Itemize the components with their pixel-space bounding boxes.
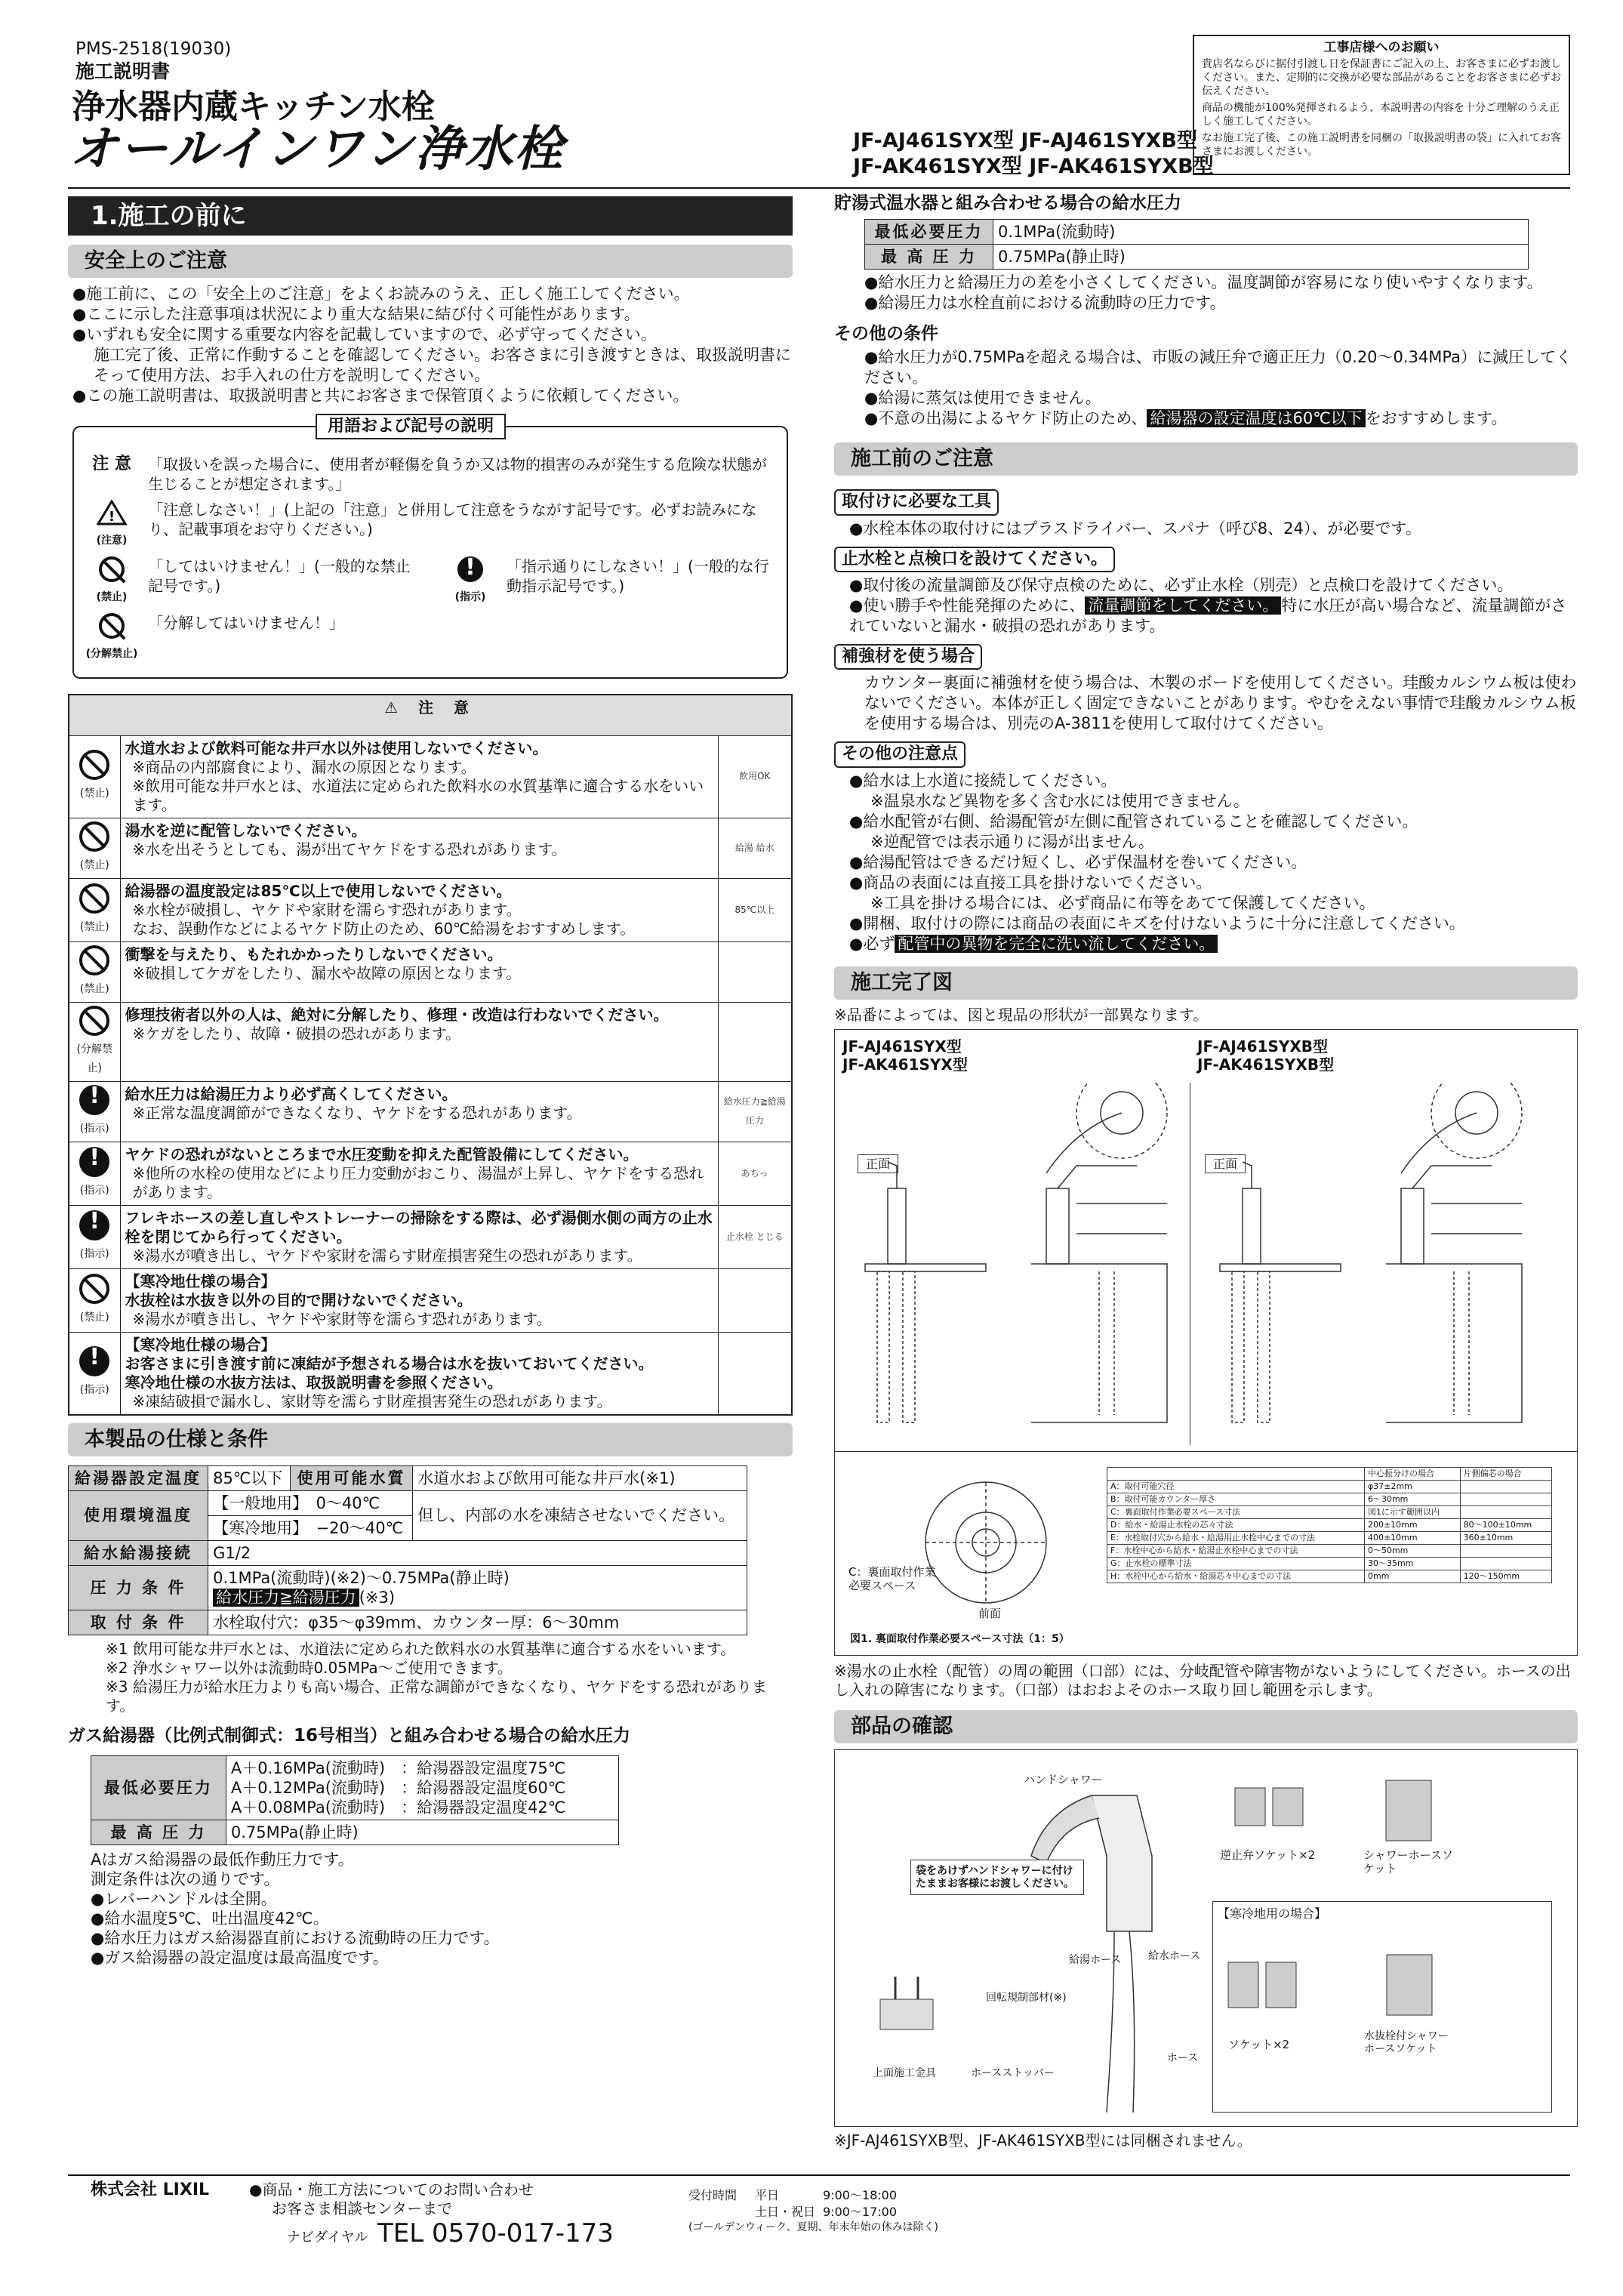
gas-note: Aはガス給湯器の最低作動圧力です。 — [91, 1851, 354, 1869]
socket-drawing — [1221, 1947, 1311, 2030]
right-column — [834, 193, 1578, 2171]
dim-cell: 0～50mm — [1364, 1544, 1460, 1557]
gas-note: ●レバーハンドルは全開。 — [91, 1890, 277, 1909]
company-name: 株式会社 LIXIL — [91, 2180, 210, 2199]
dim-row — [1107, 1493, 1552, 1505]
legend-text: 「指示通りにしなさい！」(一般的な行動指示記号です。) — [507, 557, 769, 595]
dim-cell: 80～100±10mm — [1460, 1518, 1551, 1531]
storage-notes — [834, 273, 1578, 313]
model-line-1: JF-AJ461SYX型 JF-AJ461SYXB型 — [853, 129, 1197, 153]
cold-region-box — [1212, 1901, 1552, 2113]
dim-cell: 図1に示す範囲以内 — [1364, 1505, 1460, 1518]
dim-cell: A：取付可能穴径 — [1107, 1480, 1365, 1493]
document-code: PMS-2518(19030) — [75, 39, 232, 59]
bullet: ●施工前に、この「安全上のご注意」をよくお読みのうえ、正しく施工してください。 — [72, 285, 690, 303]
caution-sub: ※破損してケガをしたり、漏水や故障の原因となります。 — [132, 963, 522, 982]
sub-note: ※温泉水など異物を多く含む水には使用できません。 — [870, 791, 1249, 810]
bullet-text: ●使い勝手や性能発揮のために、 — [849, 596, 1086, 615]
spec-key: 最 高 圧 力 — [91, 1820, 226, 1845]
spec-key: 最低必要圧力 — [91, 1756, 226, 1820]
icon-label: (禁止) — [79, 982, 109, 995]
icon-label: (指示) — [79, 1247, 109, 1260]
prohibition-icon — [83, 556, 140, 607]
hose-label: ホース — [1167, 2051, 1199, 2064]
left-column — [68, 193, 793, 2171]
inquiry-text: ●商品・施工方法についてのお問い合わせ — [249, 2180, 534, 2199]
caution-illustration — [718, 1081, 792, 1142]
legend-row — [83, 613, 419, 664]
caution-illustration — [718, 1332, 792, 1415]
diagram-models-left: JF-AJ461SYX型 JF-AK461SYX型 — [842, 1037, 968, 1074]
parts-header: 部品の確認 — [834, 1710, 1578, 1743]
hours-label: 受付時間 — [688, 2188, 738, 2202]
caution-illustration — [718, 818, 792, 878]
dim-row — [1107, 1570, 1552, 1583]
model-numbers — [853, 128, 1214, 180]
instruction-icon — [79, 1210, 109, 1240]
storage-heater-title: 貯湯式温水器と組み合わせる場合の給水圧力 — [834, 193, 1181, 213]
product-category-title: 浄水器内蔵キッチン水栓 — [72, 88, 435, 126]
faucet-dimension-drawing — [850, 1083, 1182, 1445]
space-diagram-box — [834, 1452, 1578, 1656]
bullet: ●給水配管が右側、給湯配管が左側に配管されていることを確認してください。 — [849, 812, 1418, 831]
illustration-caption: あちっ — [741, 1167, 768, 1179]
dim-cell: 400±10mm — [1364, 1531, 1460, 1544]
bullet: ●給湯に蒸気は使用できません。 — [864, 389, 1101, 408]
dim-cell: D：給水・給湯止水栓の芯々寸法 — [1107, 1518, 1365, 1531]
highlight-text: 給湯器の設定温度は60℃以下 — [1147, 409, 1365, 427]
legend-text: 「注意しなさい！」(上記の「注意」と併用して注意をうながす記号です。必ずお読みになり、記載事項をお守りください。) — [148, 501, 757, 538]
gas-note: ●給水温度5℃、吐出温度42℃。 — [91, 1909, 329, 1928]
caution-main: 修理技術者以外の人は、絶対に分解したり、修理・改造は行わないでください。 — [125, 1005, 669, 1024]
instruction-icon — [79, 1147, 109, 1177]
icon-label: (禁止) — [96, 591, 128, 603]
caution-main: 衝撃を与えたり、もたれかかったりしないでください。 — [125, 945, 503, 963]
socket-x2-label: ソケット×2 — [1228, 2037, 1290, 2051]
caution-row — [69, 1205, 792, 1268]
caution-row — [69, 1332, 792, 1415]
dim-cell: H：水栓中心から給水・給湯芯々中心までの寸法 — [1107, 1570, 1365, 1583]
other-notes-tag: その他の注意点 — [834, 741, 965, 767]
installation-diagram — [834, 1029, 1578, 1452]
legend-text: 「してはいけません！」(一般的な禁止記号です。) — [148, 557, 411, 595]
dim-cell: B：取付可能カウンター厚さ — [1107, 1493, 1365, 1505]
spec-key: 給湯器設定温度 — [69, 1465, 208, 1490]
caution-row — [69, 818, 792, 878]
caution-sub: ※湯水が噴き出し、ヤケドや家財等を濡らす恐れがあります。 — [132, 1309, 552, 1328]
caution-row — [69, 1142, 792, 1205]
caution-text-cell — [120, 878, 718, 942]
dim-row — [1107, 1531, 1552, 1544]
hot-hose-label: 給湯ホース — [1069, 1953, 1122, 1966]
model-line-2: JF-AK461SYX型 JF-AK461SYXB型 — [853, 155, 1214, 178]
spec-key: 最低必要圧力 — [865, 219, 993, 244]
dim-cell: 360±10mm — [1460, 1531, 1551, 1544]
icon-label: (禁止) — [79, 920, 109, 933]
icon-label: (注意) — [96, 535, 128, 547]
caution-row — [69, 942, 792, 1002]
caution-sub: ※正常な温度調節ができなくなり、ヤケドをする恐れがあります。 — [132, 1103, 582, 1122]
sub-note: ※工具を掛ける場合には、必ず商品に布等をあてて保護してください。 — [870, 893, 1375, 912]
spec-value: A＋0.16MPa(流動時) ：給湯器設定温度75℃ A＋0.12MPa(流動時) ：給湯器設定温度60℃ A＋0.08MPa(流動時) ：給湯器設定温度42℃ — [226, 1756, 618, 1820]
reinforcement-text: カウンター裏面に補強材を使う場合は、木製のボードを使用してください。珪酸カルシウム板は使わないでください。本体が正しく固定できないことがあります。やむをえない事情で珪酸カルシウム板を使用する場合は、別売のA-3811を使用して取付けてください。 — [864, 673, 1577, 733]
caution-icon-cell — [69, 1142, 120, 1205]
dim-cell: φ37±2mm — [1364, 1480, 1460, 1493]
valve-notes — [834, 575, 1578, 636]
bullet: ●給湯配管はできるだけ短くし、必ず保温材を巻いてください。 — [849, 852, 1307, 871]
safety-bullets — [68, 284, 793, 406]
prohibition-icon — [79, 1006, 109, 1036]
top-fitting-drawing — [865, 1969, 956, 2067]
dim-row — [1107, 1518, 1552, 1531]
bullet — [849, 596, 1578, 636]
dim-header: 片側偏芯の場合 — [1460, 1467, 1551, 1480]
icon-label: (指示) — [79, 1122, 109, 1135]
footer-divider — [68, 2174, 1570, 2176]
caution-sub: ※水栓が破損し、ヤケドや家財を濡らす恐れがあります。 なお、誤動作などによるヤケド防止のため、60℃給湯をおすすめします。 — [132, 900, 636, 938]
spec-value — [208, 1565, 747, 1610]
other-conditions — [834, 347, 1578, 429]
dim-cell: E：水栓取付穴から給水・給湯用止水栓中心までの寸法 — [1107, 1531, 1365, 1544]
caution-icon-cell — [69, 878, 120, 942]
spec-note: ※2 浄水シャワー以外は流動時0.05MPa～ご使用できます。 — [106, 1658, 513, 1677]
dim-cell — [1460, 1480, 1551, 1493]
hand-shower-label: ハンドシャワー — [1024, 1772, 1103, 1786]
valve-tag: 止水栓と点検口を設けてください。 — [834, 547, 1115, 572]
dim-cell: 120～150mm — [1460, 1570, 1551, 1583]
tools-tag: 取付けに必要な工具 — [834, 489, 999, 515]
icon-label: (禁止) — [79, 787, 109, 800]
spec-value: 0.1MPa(流動時) — [993, 219, 1529, 244]
parts-note: ※JF-AJ461SYXB型、JF-AK461SYXB型には同梱されません。 — [834, 2131, 1252, 2150]
caution-main: 水道水および飲料可能な井戸水以外は使用しないでください。 — [125, 738, 548, 757]
spec-key: 使用可能水質 — [290, 1465, 412, 1490]
dim-cell — [1460, 1557, 1551, 1570]
spec-value: 【寒冷地用】 −20～40℃ — [208, 1515, 413, 1540]
bullet: ●水栓本体の取付けにはプラスドライバー、スパナ（呼び8、24）、が必要です。 — [849, 519, 1421, 538]
caution-row — [69, 1268, 792, 1332]
caution-table — [68, 694, 793, 1416]
caution-icon-cell — [69, 1268, 120, 1332]
dim-header — [1107, 1467, 1365, 1480]
spec-value: 【一般地用】 0～40℃ — [208, 1490, 413, 1515]
bullet: ●この施工説明書は、取扱説明書と共にお客さまで保管頂くように依頼してください。 — [72, 387, 689, 405]
caution-illustration — [718, 1002, 792, 1081]
caution-title-text: 注 意 — [417, 698, 476, 717]
icon-label: (分解禁止) — [85, 648, 138, 660]
notice-paragraph: 貴店名ならびに据付引渡し日を保証書にご記入の上、お客さまに必ずお渡しください。また、定期的に交換が必要な部品があることをお客さまに必ずお伝えください。 — [1202, 58, 1561, 97]
highlight-text: 配管中の異物を完全に洗い流してください。 — [895, 935, 1218, 953]
caution-icon-cell — [69, 818, 120, 878]
instruction-icon — [79, 1085, 109, 1115]
pre-install-header: 施工前のご注意 — [834, 442, 1578, 476]
symbol-legend — [72, 417, 788, 679]
caution-sub: ※他所の水栓の使用などにより圧力変動がおこり、湯温が上昇し、ヤケドをする恐れがあります。 — [132, 1163, 704, 1201]
caution-text-cell — [120, 818, 718, 878]
caution-row — [69, 1002, 792, 1081]
faucet-dimension-drawing — [1205, 1083, 1537, 1445]
contractor-notice-box — [1193, 35, 1570, 175]
cold-region-label: 【寒冷地用の場合】 — [1218, 1906, 1327, 1921]
bullet: ●給水圧力が0.75MPaを超える場合は、市販の減圧弁で適正圧力（0.20～0.34MPa）に減圧してください。 — [864, 348, 1572, 387]
reinforcement-tag: 補強材を使う場合 — [834, 644, 982, 670]
legend-row — [83, 556, 419, 607]
prohibition-icon — [79, 945, 109, 975]
dim-cell: F：水栓中心から給水・給湯止水栓中心までの寸法 — [1107, 1544, 1365, 1557]
bullet-text: 特に水圧が高い場合など、流量調節がされていないと漏水・破損の恐れがあります。 — [849, 596, 1567, 635]
caution-icon-cell — [69, 942, 120, 1002]
caution-text-cell — [120, 1205, 718, 1268]
caution-text-cell — [120, 1142, 718, 1205]
legend-row — [83, 455, 778, 494]
caution-main: 給湯器の温度設定は85℃以上で使用しないでください。 — [125, 881, 512, 900]
spec-key: 最 高 圧 力 — [865, 244, 993, 269]
caution-text-cell — [120, 1268, 718, 1332]
socket-label: 逆止弁ソケット×2 — [1220, 1848, 1316, 1862]
notice-paragraph: 商品の機能が100%発揮されるよう、本説明書の内容を十分ご理解のうえ正しく施工してください。 — [1202, 102, 1560, 128]
other-notes — [834, 771, 1578, 954]
back-space-drawing — [850, 1459, 1076, 1626]
caution-icon-cell — [69, 1332, 120, 1415]
dim-cell: 200±10mm — [1364, 1518, 1460, 1531]
illustration-caption: 給水圧力≧給湯圧力 — [723, 1096, 786, 1126]
dimension-table — [1107, 1467, 1552, 1583]
weekend-hours: 9:00～17:00 — [823, 2205, 898, 2219]
caution-icon-cell — [69, 735, 120, 818]
bullet-continuation: 施工完了後、正常に作動することを確認してください。お客さまに引き渡すときは、取扱説明書にそって使用方法、お手入れの仕方を説明してください。 — [94, 346, 791, 384]
icon-label: (指示) — [79, 1184, 109, 1197]
weekday-label: 平日 — [755, 2188, 780, 2202]
storage-pressure-table — [864, 219, 1529, 270]
sub-note: ※逆配管では表示通りに湯が出ません。 — [870, 832, 1154, 851]
diagram-models-right: JF-AJ461SYXB型 JF-AK461SYXB型 — [1197, 1037, 1335, 1074]
caution-table-title — [69, 695, 792, 735]
notice-title: 工事店様へのお願い — [1323, 40, 1440, 55]
warning-triangle-icon — [83, 500, 140, 550]
bullet: ●給湯圧力は水栓直前における流動時の圧力です。 — [864, 293, 1226, 312]
bullet: ●給水圧力と給湯圧力の差を小さくしてください。温度調節が容易になり使いやすくなります。 — [864, 273, 1543, 291]
dim-cell: C：裏面取付作業必要スペース寸法 — [1107, 1505, 1365, 1518]
caution-icon-cell — [69, 1205, 120, 1268]
spec-key: 取 付 条 件 — [69, 1610, 208, 1635]
spec-table — [68, 1465, 747, 1635]
icon-label: (禁止) — [79, 858, 109, 871]
safety-header: 安全上のご注意 — [68, 245, 793, 278]
rotation-part-label: 回転規制部材(※) — [986, 1991, 1067, 2004]
gas-pressure-table — [91, 1755, 619, 1845]
dim-row — [1107, 1480, 1552, 1493]
drain-socket-drawing — [1364, 1940, 1455, 2023]
icon-label: (分解禁止) — [76, 1043, 112, 1074]
bullet: ●ここに示した注意事項は状況により重大な結果に結び付く可能性があります。 — [72, 305, 640, 323]
caution-main: ヤケドの恐れがないところまで水圧変動を抑えた配管設備にしてください。 — [125, 1145, 639, 1163]
front-label: 前面 — [978, 1606, 1002, 1620]
weekday-hours: 9:00～18:00 — [823, 2188, 898, 2202]
caution-icon-cell — [69, 1002, 120, 1081]
after-note: ※湯水の止水栓（配管）の周の範囲（口部）には、分岐配管や障害物がないようにしてください。ホースの出し入れの障害になります。（口部）はおおよそのホース取り回し範囲を示します。 — [834, 1661, 1571, 1699]
caution-text-cell — [120, 1002, 718, 1081]
caution-word: 注 意 — [92, 455, 131, 473]
section-title: 1.施工の前に — [68, 196, 793, 236]
caution-main: 【寒冷地仕様の場合】 水抜栓は水抜き以外の目的で開けないでください。 — [125, 1271, 473, 1309]
notice-paragraph: なお施工完了後、この施工説明書を同梱の「取扱説明書の袋」に入れてお客さまにお渡しください。 — [1202, 132, 1561, 158]
illustration-caption: 給湯 給水 — [735, 842, 775, 853]
figure-caption: 図1. 裏面取付作業必要スペース寸法（1：5） — [850, 1632, 1070, 1645]
dim-cell — [1460, 1493, 1551, 1505]
shower-socket-label: シャワーホースソケット — [1363, 1848, 1453, 1875]
gas-note: ●給水圧力はガス給湯器直前における流動時の圧力です。 — [91, 1929, 500, 1948]
caution-sub: ※ケガをしたり、故障・破損の恐れがあります。 — [132, 1024, 461, 1043]
dim-cell — [1460, 1544, 1551, 1557]
bullet: ●商品の表面には直接工具を掛けないでください。 — [849, 873, 1212, 892]
holiday-note: (ゴールデンウィーク、夏期、年末年始の休みは除く) — [688, 2221, 938, 2233]
center-text: お客さま相談センターまで — [272, 2199, 453, 2217]
front-view-label: 正面 — [1205, 1154, 1246, 1173]
dim-cell: 0mm — [1364, 1570, 1460, 1583]
spec-value: G1/2 — [208, 1540, 747, 1565]
navi-label: ナビダイヤル — [287, 2230, 368, 2245]
gas-note: 測定条件は次の通りです。 — [91, 1870, 280, 1889]
instruction-icon — [79, 1346, 109, 1376]
caution-sub: ※凍結破損で漏水し、家財等を濡らす財産損害発生の恐れがあります。 — [132, 1391, 612, 1410]
spec-value: 0.75MPa(静止時) — [993, 244, 1529, 269]
caution-sub: ※水を出そうとしても、湯が出てヤケドをする恐れがあります。 — [132, 840, 567, 858]
spec-value: 85℃以下 — [208, 1465, 291, 1490]
prohibition-icon — [79, 821, 109, 852]
illustration-caption: 飲用OK — [739, 771, 771, 781]
header-divider — [68, 187, 1570, 189]
warning-triangle-icon: ⚠ — [384, 698, 418, 717]
gas-notes — [68, 1850, 793, 1968]
spec-notes — [68, 1640, 793, 1715]
no-disassemble-icon — [83, 613, 140, 664]
dim-cell: 6～30mm — [1364, 1493, 1460, 1505]
bullet: ●給水は上水道に接続してください。 — [849, 771, 1117, 790]
legend-text: 「分解してはいけません！」 — [148, 614, 344, 632]
caution-main: 給水圧力は給湯圧力より必ず高くしてください。 — [125, 1084, 457, 1103]
caution-row — [69, 735, 792, 818]
bullet: ●いずれも安全に関する重要な内容を記載していますので、必ず守ってください。 — [72, 325, 657, 344]
completion-note: ※品番によっては、図と現品の形状が一部異なります。 — [834, 1005, 1209, 1024]
bullet — [864, 408, 1578, 429]
pressure-condition-highlight: 給水圧力≧給湯圧力 — [213, 1589, 359, 1607]
legend-title: 用語および記号の説明 — [316, 414, 506, 439]
bag-note: 袋をあけずハンドシャワーに付けたままお客様にお渡しください。 — [910, 1860, 1084, 1896]
legend-row — [442, 556, 778, 607]
hose-stopper-label: ホースストッパー — [971, 2066, 1055, 2079]
cold-hose-label: 給水ホース — [1148, 1949, 1201, 1962]
illustration-caption: 止水栓 とじる — [725, 1231, 784, 1242]
note-ref: (※3) — [359, 1588, 396, 1607]
icon-label: (指示) — [79, 1384, 109, 1396]
caution-text-cell — [120, 942, 718, 1002]
front-view-label: 正面 — [858, 1154, 898, 1173]
check-valve-socket-drawing — [1227, 1765, 1318, 1841]
caution-illustration — [718, 1142, 792, 1205]
gas-heater-title: ガス給湯器（比例式制御式：16号相当）と組み合わせる場合の給水圧力 — [68, 1725, 631, 1746]
caution-main: 【寒冷地仕様の場合】 お客さまに引き渡す前に凍結が予想される場合は水を抜いておいてください。 寒冷地仕様の水抜方法は、取扱説明書を参照ください。 — [125, 1335, 654, 1391]
caution-sub: ※商品の内部腐食により、漏水の原因となります。 ※飲用可能な井戸水とは、水道法に定められた飲料水の水質基準に適合する水をいいます。 — [132, 757, 704, 814]
svg-text:!: ! — [108, 509, 115, 525]
drain-socket-label: 水抜栓付シャワーホースソケット — [1364, 2029, 1449, 2055]
space-label: C：裏面取付作業必要スペース — [848, 1564, 936, 1592]
spec-value: 但し、内部の水を凍結させないでください。 — [413, 1490, 747, 1540]
caution-text-cell — [120, 735, 718, 818]
document-type: 施工説明書 — [75, 60, 171, 82]
highlight-text: 流量調節をしてください。 — [1085, 596, 1281, 615]
product-title: オールインワン浄水栓 — [69, 122, 565, 177]
caution-illustration — [718, 1205, 792, 1268]
dim-cell — [1460, 1505, 1551, 1518]
dim-row — [1107, 1557, 1552, 1570]
shower-socket-drawing — [1363, 1765, 1454, 1848]
caution-illustration — [718, 878, 792, 942]
caution-illustration — [718, 942, 792, 1002]
spec-key: 使用環境温度 — [69, 1490, 208, 1540]
bullet-text: ●必ず — [849, 934, 895, 953]
caution-sub: ※湯水が噴き出し、ヤケドや家財を濡らす財産損害発生の恐れがあります。 — [132, 1246, 642, 1265]
parts-diagram — [834, 1749, 1578, 2127]
prohibition-icon — [79, 750, 109, 780]
weekend-label: 土日・祝日 — [755, 2205, 816, 2219]
dim-cell: G：止水栓の標準寸法 — [1107, 1557, 1365, 1570]
caution-text-cell — [120, 1081, 718, 1142]
caution-row — [69, 1081, 792, 1142]
spec-key: 給水給湯接続 — [69, 1540, 208, 1565]
dim-row — [1107, 1544, 1552, 1557]
caution-row — [69, 878, 792, 942]
spec-value: 0.75MPa(静止時) — [226, 1820, 618, 1845]
completion-header: 施工完了図 — [834, 966, 1578, 1000]
illustration-caption: 85℃以上 — [735, 904, 775, 915]
spec-key: 圧 力 条 件 — [69, 1565, 208, 1610]
caution-text-cell — [120, 1332, 718, 1415]
icon-label: (禁止) — [79, 1311, 109, 1324]
spec-value: 水栓取付穴：φ35～φ39mm、カウンター厚：6～30mm — [208, 1610, 747, 1635]
gas-note: ●ガス給湯器の設定温度は最高温度です。 — [91, 1949, 389, 1968]
legend-text: 「取扱いを誤った場合に、使用者が軽傷を負うか又は物的損害のみが発生する危険な状態が生じることが想定されます。」 — [148, 455, 767, 493]
bullet: ●開梱、取付けの際には商品の表面にキズを付けないように十分に注意してください。 — [849, 914, 1465, 932]
dim-header: 中心振分けの場合 — [1364, 1467, 1460, 1480]
dim-row — [1107, 1505, 1552, 1518]
bullet-text: をおすすめします。 — [1365, 409, 1508, 428]
bullet-text: ●不意の出湯によるヤケド防止のため、 — [864, 409, 1147, 428]
instruction-icon — [442, 556, 499, 607]
other-conditions-title: その他の条件 — [834, 323, 938, 344]
bullet: ●取付後の流量調節及び保守点検のために、必ず止水栓（別売）と点検口を設けてください。 — [849, 575, 1514, 594]
prohibition-icon — [79, 883, 109, 914]
spec-header: 本製品の仕様と条件 — [68, 1423, 793, 1456]
icon-label: (指示) — [454, 591, 486, 603]
spec-note: ※1 飲用可能な井戸水とは、水道法に定められた飲料水の水質基準に適合する水をいいます。 — [106, 1639, 736, 1658]
top-fitting-label: 上面施工金具 — [873, 2066, 936, 2079]
bullet — [849, 934, 1578, 954]
phone-number: TEL 0570-017-173 — [377, 2218, 614, 2248]
caution-illustration — [718, 735, 792, 818]
pressure-range: 0.1MPa(流動時)(※2)～0.75MPa(静止時) — [213, 1568, 510, 1587]
legend-row — [83, 500, 778, 550]
caution-icon-cell — [69, 1081, 120, 1142]
dim-cell: 30～35mm — [1364, 1557, 1460, 1570]
spec-note: ※3 給湯圧力が給水圧力よりも高い場合、正常な調節ができなくなり、ヤケドをする恐れがあります。 — [106, 1677, 767, 1715]
caution-main: フレキホースの差し直しやストレーナーの掃除をする際は、必ず湯側水側の両方の止水栓を閉じてから行ってください。 — [125, 1208, 713, 1246]
spec-value: 水道水および飲用可能な井戸水(※1) — [413, 1465, 747, 1490]
caution-illustration — [718, 1268, 792, 1332]
prohibition-icon — [79, 1274, 109, 1304]
caution-main: 湯水を逆に配管しないでください。 — [125, 821, 367, 840]
